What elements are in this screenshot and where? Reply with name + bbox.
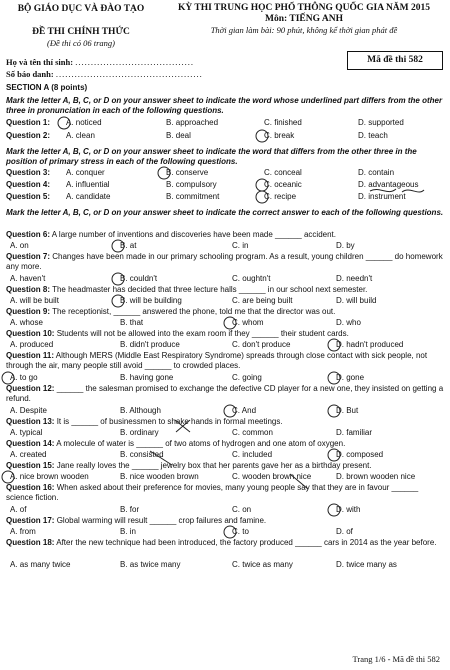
option-c: C. whom	[232, 318, 264, 327]
name-label: Họ và tên thí sinh:	[6, 57, 74, 67]
question-stem: Question 16: When asked about their preference for movies, many young people say that they are in favour ______ science fiction.	[6, 483, 419, 502]
option-b: B. will be building	[120, 296, 182, 305]
answer-mark	[224, 526, 236, 538]
option-b: B. deal	[166, 131, 191, 140]
cross-mark	[290, 474, 308, 489]
answer-mark	[224, 317, 236, 329]
option-b: B. ordinary	[120, 428, 159, 437]
option-c: C. finished	[264, 118, 302, 127]
option-b: B. having gone	[120, 373, 174, 382]
option-a: A. from	[10, 527, 36, 536]
option-c: C. common	[232, 428, 273, 437]
option-c: C. are being built	[232, 296, 293, 305]
option-a: A. nice brown wooden	[10, 472, 89, 481]
option-b: B. for	[120, 505, 140, 514]
option-b: B. approached	[166, 118, 219, 127]
exam-title: KỲ THI TRUNG HỌC PHỔ THÔNG QUỐC GIA NĂM 2015	[177, 3, 431, 13]
option-b: B. commitment	[166, 192, 220, 201]
answer-mark	[256, 191, 268, 203]
option-b: B. at	[120, 241, 137, 250]
option-c: C. oughtn't	[232, 274, 271, 283]
question-stem: Question 14: A molecule of water is ______ of two atoms of hydrogen and one atom of oxygen.	[6, 439, 346, 448]
answer-mark	[112, 295, 124, 307]
answer-mark	[112, 273, 124, 285]
instruction-stress: Mark the letter A, B, C, or D on your answer sheet to indicate the word that differs from the other three in the position of primary stress in each of the following questions.	[6, 147, 417, 166]
option-c: C. conceal	[264, 168, 302, 177]
instruction-pronunciation: Mark the letter A, B, C, or D on your answer sheet to indicate the word whose underlined part differs from the other three in pronunciation in each of the following questions.	[6, 96, 443, 115]
question-label: Question 2:	[6, 131, 51, 140]
option-d: D. of	[336, 527, 353, 536]
ministry-name: BỘ GIÁO DỤC VÀ ĐÀO TẠO	[17, 4, 145, 14]
id-label: Số báo danh:	[6, 69, 54, 79]
question-stem: Question 9: The receptionist, ______ answered the phone, told me that the director was out.	[6, 307, 336, 316]
option-a: A. of	[10, 505, 27, 514]
answer-mark	[328, 504, 340, 516]
id-dots: ...............................................	[55, 69, 203, 79]
cross-mark	[175, 420, 190, 432]
exam-code-box: Mã đề thi 582	[347, 51, 443, 70]
question-stem: Question 11: Although MERS (Middle East Respiratory Syndrome) spreads through close contact with sick people, not through the air, many people still avoid ______ to crowded places.	[6, 351, 428, 370]
name-dots: ......................................	[75, 57, 194, 67]
section-title: SECTION A (8 points)	[6, 83, 88, 92]
option-c: C. break	[264, 131, 295, 140]
option-a: A. on	[10, 241, 29, 250]
question-label: Question 3:	[6, 168, 51, 177]
option-b: B. didn't produce	[120, 340, 180, 349]
answer-mark	[112, 240, 124, 252]
option-a: A. Despite	[10, 406, 47, 415]
option-a: A. typical	[10, 428, 43, 437]
answer-mark	[328, 372, 340, 384]
option-c: C. to	[232, 527, 249, 536]
option-a: A. clean	[66, 131, 95, 140]
question-label: Question 4:	[6, 180, 51, 189]
question-stem: Question 12: ______ the salesman promised to exchange the defective CD player for a new one, they insisted on getting a refund.	[6, 384, 444, 403]
option-a: A. conquer	[66, 168, 105, 177]
option-d: D. brown wooden nice	[336, 472, 416, 481]
option-a: A. noticed	[66, 118, 102, 127]
option-d: D. instrument	[358, 192, 406, 201]
question-stem: Question 15: Jane really loves the ______ jewelry box that her parents gave her as a birthday present.	[6, 461, 372, 470]
option-b: B. consisted	[120, 450, 164, 459]
option-d: D. hadn't produced	[336, 340, 404, 349]
option-d: D. twice many as	[336, 560, 397, 569]
answer-mark	[2, 471, 14, 483]
option-b: B. conserve	[166, 168, 209, 177]
answer-mark	[256, 179, 268, 191]
answer-mark	[224, 405, 236, 417]
option-d: D. composed	[336, 450, 384, 459]
option-d: D. teach	[358, 131, 388, 140]
question-stem: Question 13: It is ______ of businessmen to shake hands in formal meetings.	[6, 417, 283, 426]
option-a: A. to go	[10, 373, 38, 382]
question-stem: Question 17: Global warming will result ______ crop failures and famine.	[6, 516, 267, 525]
answer-mark	[158, 167, 170, 179]
cross-mark	[150, 451, 172, 465]
option-d: D. But	[336, 406, 359, 415]
option-d: D. needn't	[336, 274, 373, 283]
subject: Môn: TIẾNG ANH	[265, 14, 343, 24]
question-stem: Question 8: The headmaster has decided that three lecture halls ______ in our school next semester.	[6, 285, 368, 294]
question-label: Question 5:	[6, 192, 51, 201]
question-stem: Question 7: Changes have been made in our primary schooling program. As a result, young children ______ do homework any more.	[6, 252, 443, 271]
pages-note: (Đề thi có 06 trang)	[47, 38, 115, 48]
option-b: B. compulsory	[166, 180, 217, 189]
option-c: C. don't produce	[232, 340, 291, 349]
option-a: A. will be built	[10, 296, 59, 305]
option-d: D. who	[336, 318, 361, 327]
answer-mark	[256, 130, 268, 142]
option-b: B. Although	[120, 406, 161, 415]
option-d: D. by	[336, 241, 355, 250]
option-d: D. supported	[358, 118, 404, 127]
option-a: A. influential	[66, 180, 110, 189]
question-stem: Question 10: Students will not be allowed into the exam room if they ______ their student cards.	[6, 329, 349, 338]
option-c: C. going	[232, 373, 262, 382]
option-d: D. with	[336, 505, 361, 514]
option-a: A. as many twice	[10, 560, 71, 569]
question-stem: Question 18: After the new technique had been introduced, the factory produced ______ cars in 2014 as the year before.	[6, 538, 437, 547]
option-a: A. haven't	[10, 274, 46, 283]
option-d: D. gone	[336, 373, 365, 382]
option-a: A. produced	[10, 340, 54, 349]
official-label: ĐỀ THI CHÍNH THỨC	[32, 27, 130, 37]
option-a: A. created	[10, 450, 47, 459]
option-b: B. in	[120, 527, 137, 536]
option-d: D. familiar	[336, 428, 373, 437]
option-d: D. advantageous	[358, 180, 419, 189]
question-label: Question 1:	[6, 118, 51, 127]
option-b: B. couldn't	[120, 274, 158, 283]
option-c: C. oceanic	[264, 180, 302, 189]
answer-mark	[2, 372, 14, 384]
option-a: A. candidate	[66, 192, 111, 201]
option-a: A. whose	[10, 318, 43, 327]
answer-mark	[328, 449, 340, 461]
page-footer: Trang 1/6 - Mã đề thi 582	[352, 654, 440, 664]
answer-mark	[328, 405, 340, 417]
option-b: B. nice wooden brown	[120, 472, 199, 481]
option-c: C. wooden brown nice	[232, 472, 312, 481]
option-c: C. included	[232, 450, 273, 459]
option-b: B. as twice many	[120, 560, 181, 569]
time-note: Thời gian làm bài: 90 phút, không kể thời gian phát đề	[210, 25, 398, 35]
option-d: D. will build	[336, 296, 377, 305]
option-c: C. twice as many	[232, 560, 293, 569]
option-c: C. recipe	[264, 192, 297, 201]
question-stem: Question 6: A large number of inventions and discoveries have been made ______ accident.	[6, 230, 336, 239]
option-c: C. on	[232, 505, 252, 514]
answer-mark	[58, 117, 70, 129]
option-c: C. And	[232, 406, 257, 415]
option-b: B. that	[120, 318, 144, 327]
option-c: C. in	[232, 241, 249, 250]
instruction-correct-answer: Mark the letter A, B, C, or D on your answer sheet to indicate the correct answer to each of the following questions.	[6, 208, 444, 217]
scribble-mark	[370, 189, 424, 192]
answer-mark	[328, 339, 340, 351]
option-d: D. contain	[358, 168, 395, 177]
